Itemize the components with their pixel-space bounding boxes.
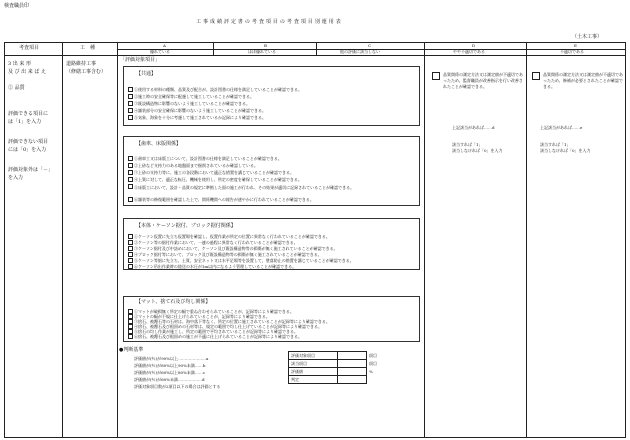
grade-e-letter: E (574, 43, 577, 48)
criteria-item: ⑥ケーソン吊出作業時の陸送の水圧が1m以内になるよう管理していることが確認できる。 (134, 264, 297, 269)
criteria-item: ③既設構造物に影響のないよう施工していることが確認できる。 (134, 101, 250, 106)
criteria-item: ②ケーソン等の据付作業において、一連の過程に異常なく行われていることが確認できる。 (134, 240, 298, 245)
score-value[interactable] (338, 376, 367, 384)
score-label: 判定 (289, 376, 338, 384)
col-line-1 (62, 42, 63, 438)
criteria-item: ③捨石、被覆石等の石材は、海中落下等なく、所定の位置に施工されていることが記録等により確認できる。 (134, 319, 330, 324)
section-title: 【共通】 (136, 71, 157, 77)
category-label: （土木工事） (572, 34, 603, 40)
col-d-note1: 上記該当があれば……d (452, 125, 495, 130)
col-e-text: 品質関係の測定方法又は測定値が不適切であったため、修補が必要とされたことが確認できる。 (543, 72, 623, 89)
note-2: 評価できない項目 には「0」を入力 (8, 139, 49, 153)
checkbox[interactable] (128, 94, 133, 99)
section-title: 【本体・ケーソン据付、ブロック据付関係】 (136, 223, 236, 229)
checkbox[interactable] (128, 101, 133, 106)
grade-d-letter: D (472, 43, 476, 48)
checkbox[interactable] (128, 87, 133, 92)
judgement-row: 評価対象項目数が2項目以下の場合は評価とする (134, 384, 221, 389)
criteria-header: 「評価対象項目」 (120, 57, 161, 63)
checkbox[interactable] (128, 334, 133, 339)
stamp-label: 検査職員印 (4, 3, 30, 9)
col-d-text: 品質関係の測定方法又は測定値が不適切であったため、監督職員が改善指示を行い改善されたことが確認できる。 (443, 72, 523, 89)
section-title: 【歯車、床版関係】 (136, 141, 182, 147)
criteria-item: ④ブロック据付等において、ブロック及び既設構造物等の損傷が無く施工されていることが確認できる。 (134, 252, 322, 257)
grade-a-letter: A (163, 43, 166, 48)
criteria-item: ②上砂など支持力のある地盤面まで掘削されているか確認している。 (134, 163, 258, 168)
grade-d-desc: やや不適切である (453, 49, 485, 54)
grade-b-desc: ほぼ優れている (248, 49, 276, 54)
col-e-note1: 上記該当があれば……e (540, 125, 583, 130)
checkbox-d[interactable] (432, 72, 440, 80)
col-line-6 (526, 42, 527, 438)
work-name: 道路維持工事 （修繕工事含む） (66, 61, 107, 75)
score-unit: % (369, 369, 373, 374)
sub-item: ② 品質 (8, 85, 25, 91)
criteria-item: ②施工時の安全確保等に配慮して施工していることが確認できる。 (134, 94, 254, 99)
item-name: 3 出 来 形 及 び 出 来 ば え (8, 61, 46, 75)
grade-c-letter: C (368, 43, 372, 48)
col-line-5 (424, 42, 425, 438)
score-unit (367, 376, 386, 384)
grade-b-letter: B (264, 43, 267, 48)
criteria-item: ①ケーソン仮置に先立ち仮置場を確認し、仮置作業が所定の位置に異常なく行われていることが確認できる。 (134, 234, 330, 239)
score-unit: 項目 (369, 353, 377, 358)
criteria-item: ②マットの幅が不規に仕上げられていることが、記録等により確認できる。 (134, 314, 270, 319)
checkbox[interactable] (128, 115, 133, 120)
criteria-item: ③上砂の支持力等に、施工の各段階において適正な措置を講じていることが確認できる。 (134, 170, 294, 175)
criteria-item: ①マットが破損無く所定の幅で重ね合わせられていることが、記録等により確認できる。 (134, 309, 294, 314)
criteria-item: ⑤床版工において、設計・品質の規定に準拠した面の施工が行われ、その結果が適切に記録されていることが確認できる。 (134, 185, 355, 190)
criteria-item: ①歯車工又は床版工について、設計図書の仕様を満足していることが確認できる。 (134, 156, 282, 161)
checkbox[interactable] (128, 197, 133, 202)
judgement-row: 評価値が(％)が60%以上80%未満……c (134, 370, 206, 375)
work-header: 工 種 (80, 45, 96, 51)
grade-a-desc: 優れている (150, 49, 170, 54)
judgement-title: ●判断基準 (119, 347, 144, 353)
criteria-item: ⑥捨石、被覆石及び根固めの施工が不適に仕上げられていることが記録等により確認できる。 (134, 334, 302, 339)
header-bottom-line (4, 55, 626, 56)
score-value[interactable] (338, 368, 367, 376)
score-label: 評価値 (289, 368, 338, 376)
checkbox[interactable] (128, 177, 133, 182)
judgement-row: 評価値が(％)が60%未満………………d (134, 377, 205, 382)
col-line-2 (117, 42, 118, 438)
criteria-item: ④捨石、被覆石及び根固めの石材等は、規定の範囲で均し仕上げていることが記録等により確認できる。 (134, 324, 322, 329)
section-title: 【マット、捨て石及び均し関係】 (136, 299, 211, 305)
checkbox[interactable] (128, 170, 133, 175)
checkbox[interactable] (128, 163, 133, 168)
judgement-row: 評価値が(％)が80%以上90%未満……b (134, 363, 206, 368)
checkbox[interactable] (128, 156, 133, 161)
criteria-item: ④舗装部分の安全確保に影響のないよう施工していることが確認できる。 (134, 108, 266, 113)
checkbox[interactable] (128, 240, 133, 245)
criteria-item: ⑤ケーソン等据に先立ち、土質、安全ネット又は水平足場等を設置して、墜落防止の措置を講じていることが確認できる。 (134, 258, 354, 263)
col-e-note2: 該当すれば「1」 該当しなければ「0」を入力 (540, 142, 591, 153)
checkbox[interactable] (128, 246, 133, 251)
item-header: 考査項目 (19, 45, 40, 51)
grade-c-desc: 他の評価に該当しない (340, 49, 380, 54)
col-d-note2: 該当すれば「1」 該当しなければ「0」を入力 (452, 142, 503, 153)
criteria-item: ⑤気象、海象を十分に考慮して施工されているか記録により確認できる。 (134, 115, 266, 120)
page-title: 工 事 成 績 評 定 書 の 考 査 項 目 の 考 査 項 目 別 運 用 表 (196, 19, 341, 25)
checkbox[interactable] (128, 252, 133, 257)
criteria-item: ⑥舗装等の修復範囲を確認した上で、関係機関への報告が速やかに行われていることが確認できる。 (134, 197, 314, 202)
checkbox[interactable] (128, 108, 133, 113)
judgement-row: 評価値が(％)が90%以上…………………a (134, 356, 209, 361)
score-value[interactable] (338, 352, 367, 360)
checkbox[interactable] (128, 184, 133, 189)
score-label: 評価対象項目 (289, 352, 338, 360)
checkbox[interactable] (128, 234, 133, 239)
note-3: 評価対象外は「－」 を入力 (8, 167, 54, 181)
score-label: 該当項目 (289, 360, 338, 368)
grade-e-desc: 不適切である (560, 49, 584, 54)
score-unit: 項目 (369, 361, 377, 366)
score-value[interactable] (338, 360, 367, 368)
criteria-item: ④上質に対して、適正な転圧、機械を使用し、所定の密度を確保していることが確認できる。 (134, 177, 302, 182)
checkbox-e[interactable] (532, 72, 540, 80)
criteria-item: ①使用する材料の種類、品質及び配合が、設計図書の仕様を満足していることが確認できる。 (134, 87, 302, 92)
score-table (288, 351, 386, 384)
checkbox[interactable] (128, 264, 133, 269)
checkbox[interactable] (128, 258, 133, 263)
criteria-item: ③ケーソン据付及び中詰めにおいて、ケーソン及び既設構造物等の損傷が無く施工されていることが確認できる。 (134, 246, 338, 251)
note-1: 評価できる項目に は「1」を入力 (8, 111, 49, 125)
criteria-item: ⑤捨石の均し作業が施工し、所定の範囲で平均されていることが記録等により確認できる。 (134, 329, 298, 334)
